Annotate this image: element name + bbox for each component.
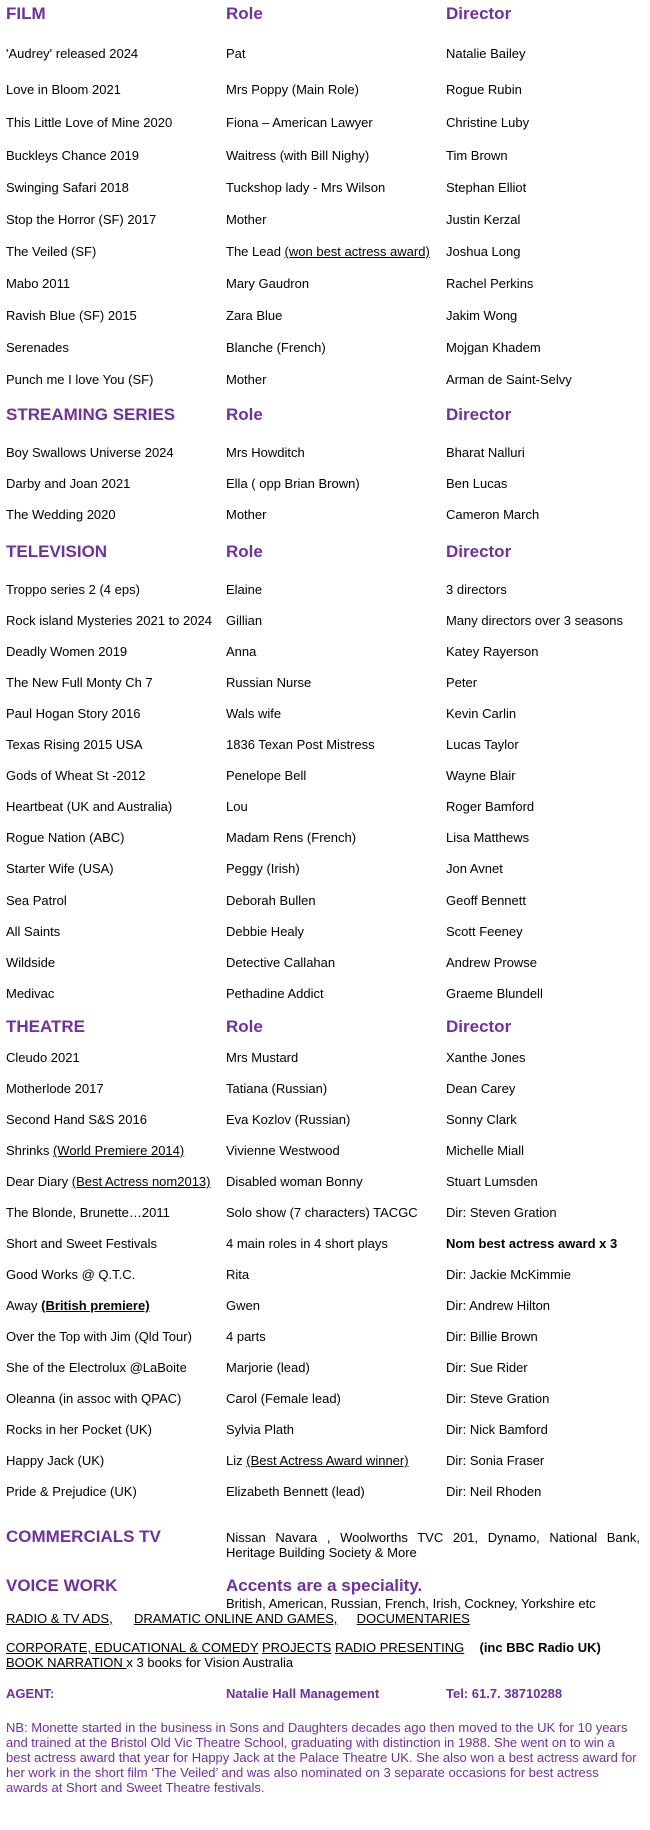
theatre-title xyxy=(6,1329,192,1344)
theatre-title xyxy=(6,1081,104,1096)
tv-director: Wayne Blair xyxy=(446,768,516,783)
book-narration: BOOK NARRATION xyxy=(6,1655,127,1670)
theatre-title xyxy=(6,1267,135,1282)
theatre-title xyxy=(6,1143,184,1158)
theatre-director: Dir: Sue Rider xyxy=(446,1360,528,1375)
streaming-role: Mrs Howditch xyxy=(226,445,305,460)
streaming-role: Mother xyxy=(226,507,267,522)
theatre-title-text: Dear Diary xyxy=(6,1174,72,1189)
theatre-role xyxy=(226,1112,350,1127)
theatre-title xyxy=(6,1050,80,1065)
tv-title: Wildside xyxy=(6,955,56,970)
theatre-director: Xanthe Jones xyxy=(446,1050,526,1065)
theatre-director: Dir: Jackie McKimmie xyxy=(446,1267,571,1282)
film-title: Love in Bloom 2021 xyxy=(6,82,121,97)
film-role: Tuckshop lady - Mrs Wilson xyxy=(226,180,386,195)
corporate-educational-comedy: CORPORATE, EDUCATIONAL & COMEDY xyxy=(6,1640,259,1655)
theatre-title-text: The Blonde, Brunette…2011 xyxy=(6,1205,170,1220)
theatre-heading: THEATRE xyxy=(6,1017,86,1036)
film-title: Swinging Safari 2018 xyxy=(6,180,129,195)
tv-director: Peter xyxy=(446,675,478,690)
theatre-role-text: Gwen xyxy=(226,1298,260,1313)
theatre-title xyxy=(6,1205,170,1220)
dramatic-online-games: DRAMATIC ONLINE AND GAMES, xyxy=(133,1611,338,1626)
tv-director: Graeme Blundell xyxy=(446,986,543,1001)
voice-line-2 xyxy=(6,1640,601,1655)
theatre-title-text: Rocks in her Pocket (UK) xyxy=(6,1422,152,1437)
tv-role: Peggy (Irish) xyxy=(226,861,300,876)
theatre-role-text: Solo show (7 characters) TACGC xyxy=(226,1205,418,1220)
film-title: Mabo 2011 xyxy=(6,276,71,291)
film-role-text: The Lead xyxy=(226,244,285,259)
documentaries: DOCUMENTARIES xyxy=(356,1611,470,1626)
film-title: Ravish Blue (SF) 2015 xyxy=(6,308,137,323)
agent-tel: Tel: 61.7. 38710288 xyxy=(446,1686,563,1701)
theatre-title xyxy=(6,1484,137,1499)
theatre-director: Sonny Clark xyxy=(446,1112,517,1127)
tv-role: Wals wife xyxy=(226,706,282,721)
film-director: Tim Brown xyxy=(446,148,508,163)
film-director: Natalie Bailey xyxy=(446,46,526,61)
theatre-title-text: Motherlode 2017 xyxy=(6,1081,104,1096)
theatre-title xyxy=(6,1391,181,1406)
agent-name: Natalie Hall Management xyxy=(226,1686,380,1701)
agent-label: AGENT: xyxy=(6,1686,55,1701)
film-role: Mother xyxy=(226,372,267,387)
theatre-director-heading: Director xyxy=(446,1017,512,1036)
theatre-role-text: Carol (Female lead) xyxy=(226,1391,341,1406)
tv-director: Lucas Taylor xyxy=(446,737,519,752)
theatre-title-note: (Best Actress nom2013) xyxy=(71,1174,211,1189)
voice-work-heading: VOICE WORK xyxy=(6,1576,118,1595)
theatre-director: Dir: Andrew Hilton xyxy=(446,1298,551,1313)
streaming-title: Boy Swallows Universe 2024 xyxy=(6,445,174,460)
theatre-role-text: Elizabeth Bennett (lead) xyxy=(226,1484,365,1499)
theatre-title-text: She of the Electrolux @LaBoite xyxy=(6,1360,187,1375)
theatre-role xyxy=(226,1205,418,1220)
accents-list: British, American, Russian, French, Irish, Cockney, Yorkshire etc xyxy=(226,1596,596,1611)
theatre-title-text: Cleudo 2021 xyxy=(6,1050,80,1065)
voice-line-3 xyxy=(6,1655,293,1670)
streaming-role: Ella ( opp Brian Brown) xyxy=(226,476,360,491)
television-heading: TELEVISION xyxy=(6,542,108,561)
tv-role: Detective Callahan xyxy=(226,955,336,970)
streaming-director: Ben Lucas xyxy=(446,476,508,491)
tv-title: Deadly Women 2019 xyxy=(6,644,128,659)
tv-title: Gods of Wheat St -2012 xyxy=(6,768,146,783)
theatre-director: Dir: Billie Brown xyxy=(446,1329,538,1344)
theatre-title-text: Good Works @ Q.T.C. xyxy=(6,1267,136,1282)
tv-title: Rock island Mysteries 2021 to 2024 xyxy=(6,613,212,628)
commercials-heading: COMMERCIALS TV xyxy=(6,1527,161,1546)
theatre-title-text: Short and Sweet Festivals xyxy=(6,1236,158,1251)
theatre-director: Michelle Miall xyxy=(446,1143,525,1158)
film-director: Christine Luby xyxy=(446,115,530,130)
tv-director: Katey Rayerson xyxy=(446,644,539,659)
film-role-award: (won best actress award) xyxy=(284,244,430,259)
tv-title: Troppo series 2 (4 eps) xyxy=(6,582,140,597)
film-director: Mojgan Khadem xyxy=(446,340,541,355)
theatre-role-text: Eva Kozlov (Russian) xyxy=(226,1112,351,1127)
theatre-title xyxy=(6,1360,187,1375)
film-role: Mrs Poppy (Main Role) xyxy=(226,82,359,97)
tv-title: Heartbeat (UK and Australia) xyxy=(6,799,173,814)
tv-role: Elaine xyxy=(226,582,263,597)
theatre-role xyxy=(226,1453,409,1468)
theatre-role xyxy=(226,1360,310,1375)
film-role xyxy=(226,244,430,259)
theatre-director: Dir: Nick Bamford xyxy=(446,1422,548,1437)
tv-director: Many directors over 3 seasons xyxy=(446,613,624,628)
film-title: Punch me I love You (SF) xyxy=(6,372,154,387)
tv-director: 3 directors xyxy=(446,582,507,597)
streaming-director: Bharat Nalluri xyxy=(446,445,525,460)
theatre-title xyxy=(6,1112,147,1127)
theatre-title-text: Happy Jack (UK) xyxy=(6,1453,105,1468)
theatre-role-text: Sylvia Plath xyxy=(226,1422,294,1437)
tv-role: Madam Rens (French) xyxy=(226,830,357,845)
streaming-heading: STREAMING SERIES xyxy=(6,405,176,424)
film-role: Fiona – American Lawyer xyxy=(226,115,373,130)
tv-role: Anna xyxy=(226,644,257,659)
theatre-title xyxy=(6,1298,150,1313)
accents-heading: Accents are a speciality. xyxy=(226,1576,423,1595)
television-role-heading: Role xyxy=(226,542,263,561)
film-director: Rogue Rubin xyxy=(446,82,522,97)
theatre-role xyxy=(226,1298,260,1313)
tv-role: Gillian xyxy=(226,613,263,628)
tv-role: Russian Nurse xyxy=(226,675,312,690)
tv-director: Lisa Matthews xyxy=(446,830,530,845)
theatre-title-note: (British premiere) xyxy=(41,1298,150,1313)
radio-presenting: RADIO PRESENTING xyxy=(334,1640,465,1655)
theatre-title-text: Oleanna (in assoc with QPAC) xyxy=(6,1391,182,1406)
radio-tv-ads: RADIO & TV ADS, xyxy=(6,1611,113,1626)
theatre-director: Dir: Sonia Fraser xyxy=(446,1453,545,1468)
theatre-title-text: Pride & Prejudice (UK) xyxy=(6,1484,137,1499)
tv-role: 1836 Texan Post Mistress xyxy=(226,737,375,752)
theatre-title xyxy=(6,1422,152,1437)
theatre-role xyxy=(226,1050,298,1065)
film-director-heading: Director xyxy=(446,4,512,23)
film-role: Pat xyxy=(226,46,246,61)
biography-note: NB: Monette started in the business in Sons and Daughters decades ago then moved to the UK for 10 years and trained at the Bristol Old Vic Theatre School, graduating with distinction in 1988. She went on to win a best actress award that year for Happy Jack at the Palace Theatre UK. She also won a best actress award for her work in the short film ‘The Veiled’ and was also nominated on 3 separate occasions for best actress awards at Short and Sweet Theatre festivals. xyxy=(6,1720,637,1795)
film-role: Blanche (French) xyxy=(226,340,326,355)
theatre-role xyxy=(226,1329,266,1344)
theatre-director: Dir: Neil Rhoden xyxy=(446,1484,542,1499)
voice-line-1 xyxy=(6,1611,470,1626)
theatre-role xyxy=(226,1143,340,1158)
film-title: The Veiled (SF) xyxy=(6,244,97,259)
theatre-role xyxy=(226,1391,341,1406)
film-title: Stop the Horror (SF) 2017 xyxy=(6,212,157,227)
streaming-role-heading: Role xyxy=(226,405,263,424)
film-role: Zara Blue xyxy=(226,308,283,323)
tv-role: Pethadine Addict xyxy=(226,986,324,1001)
theatre-title-text: Second Hand S&S 2016 xyxy=(6,1112,147,1127)
theatre-role xyxy=(226,1484,365,1499)
tv-title: Rogue Nation (ABC) xyxy=(6,830,125,845)
tv-director: Andrew Prowse xyxy=(446,955,538,970)
tv-title: Paul Hogan Story 2016 xyxy=(6,706,141,721)
tv-title: Starter Wife (USA) xyxy=(6,861,114,876)
streaming-director-heading: Director xyxy=(446,405,512,424)
streaming-title: The Wedding 2020 xyxy=(6,507,116,522)
theatre-role-text: Disabled woman Bonny xyxy=(226,1174,363,1189)
theatre-role xyxy=(226,1081,327,1096)
theatre-director: Stuart Lumsden xyxy=(446,1174,538,1189)
theatre-role-text: Liz xyxy=(226,1453,247,1468)
theatre-title xyxy=(6,1236,157,1251)
tv-role: Penelope Bell xyxy=(226,768,307,783)
book-narration-detail: x 3 books for Vision Australia xyxy=(126,1655,294,1670)
film-director: Rachel Perkins xyxy=(446,276,534,291)
film-title: Serenades xyxy=(6,340,69,355)
theatre-director: Nom best actress award x 3 xyxy=(446,1236,618,1251)
tv-director: Roger Bamford xyxy=(446,799,535,814)
tv-director: Jon Avnet xyxy=(446,861,503,876)
theatre-title xyxy=(6,1453,104,1468)
film-director: Joshua Long xyxy=(446,244,521,259)
theatre-role xyxy=(226,1174,363,1189)
theatre-title-text: Away xyxy=(6,1298,42,1313)
film-director: Stephan Elliot xyxy=(446,180,527,195)
theatre-title-text: Over the Top with Jim (Qld Tour) xyxy=(6,1329,192,1344)
theatre-role xyxy=(226,1422,294,1437)
theatre-role-heading: Role xyxy=(226,1017,263,1036)
film-director: Justin Kerzal xyxy=(446,212,521,227)
theatre-title-text: Shrinks xyxy=(6,1143,53,1158)
theatre-role-text: Marjorie (lead) xyxy=(226,1360,310,1375)
tv-title: Sea Patrol xyxy=(6,893,67,908)
theatre-role-text: 4 main roles in 4 short plays xyxy=(226,1236,388,1251)
theatre-role-award: (Best Actress Award winner) xyxy=(246,1453,409,1468)
theatre-title-note: (World Premiere 2014) xyxy=(52,1143,185,1158)
theatre-director: Dir: Steven Gration xyxy=(446,1205,557,1220)
theatre-role xyxy=(226,1267,249,1282)
theatre-director: Dean Carey xyxy=(446,1081,516,1096)
tv-director: Kevin Carlin xyxy=(446,706,517,721)
theatre-director: Dir: Steve Gration xyxy=(446,1391,550,1406)
film-role: Mary Gaudron xyxy=(226,276,310,291)
film-director: Arman de Saint-Selvy xyxy=(446,372,572,387)
tv-director: Geoff Bennett xyxy=(446,893,526,908)
tv-title: Medivac xyxy=(6,986,55,1001)
tv-title: All Saints xyxy=(6,924,61,939)
film-role: Mother xyxy=(226,212,267,227)
theatre-role-text: Vivienne Westwood xyxy=(226,1143,340,1158)
tv-role: Lou xyxy=(226,799,248,814)
tv-title: The New Full Monty Ch 7 xyxy=(6,675,153,690)
tv-role: Debbie Healy xyxy=(226,924,305,939)
theatre-role-text: Tatiana (Russian) xyxy=(226,1081,328,1096)
film-title: This Little Love of Mine 2020 xyxy=(6,115,173,130)
theatre-title xyxy=(6,1174,210,1189)
streaming-director: Cameron March xyxy=(446,507,540,522)
theatre-role-text: 4 parts xyxy=(226,1329,266,1344)
film-title: 'Audrey' released 2024 xyxy=(6,46,139,61)
film-role: Waitress (with Bill Nighy) xyxy=(226,148,370,163)
theatre-role xyxy=(226,1236,388,1251)
tv-title: Texas Rising 2015 USA xyxy=(6,737,143,752)
projects: PROJECTS xyxy=(261,1640,332,1655)
tv-role: Deborah Bullen xyxy=(226,893,316,908)
film-title: Buckleys Chance 2019 xyxy=(6,148,139,163)
film-role-heading: Role xyxy=(226,4,263,23)
film-heading: FILM xyxy=(6,4,46,23)
streaming-title: Darby and Joan 2021 xyxy=(6,476,131,491)
television-director-heading: Director xyxy=(446,542,512,561)
film-director: Jakim Wong xyxy=(446,308,518,323)
theatre-role-text: Mrs Mustard xyxy=(226,1050,299,1065)
commercials-text: Nissan Navara , Woolworths TVC 201, Dynamo, National Bank, Heritage Building Society & More xyxy=(226,1530,640,1560)
tv-director: Scott Feeney xyxy=(446,924,523,939)
theatre-role-text: Rita xyxy=(226,1267,250,1282)
bbc-radio-note: (inc BBC Radio UK) xyxy=(479,1640,601,1655)
